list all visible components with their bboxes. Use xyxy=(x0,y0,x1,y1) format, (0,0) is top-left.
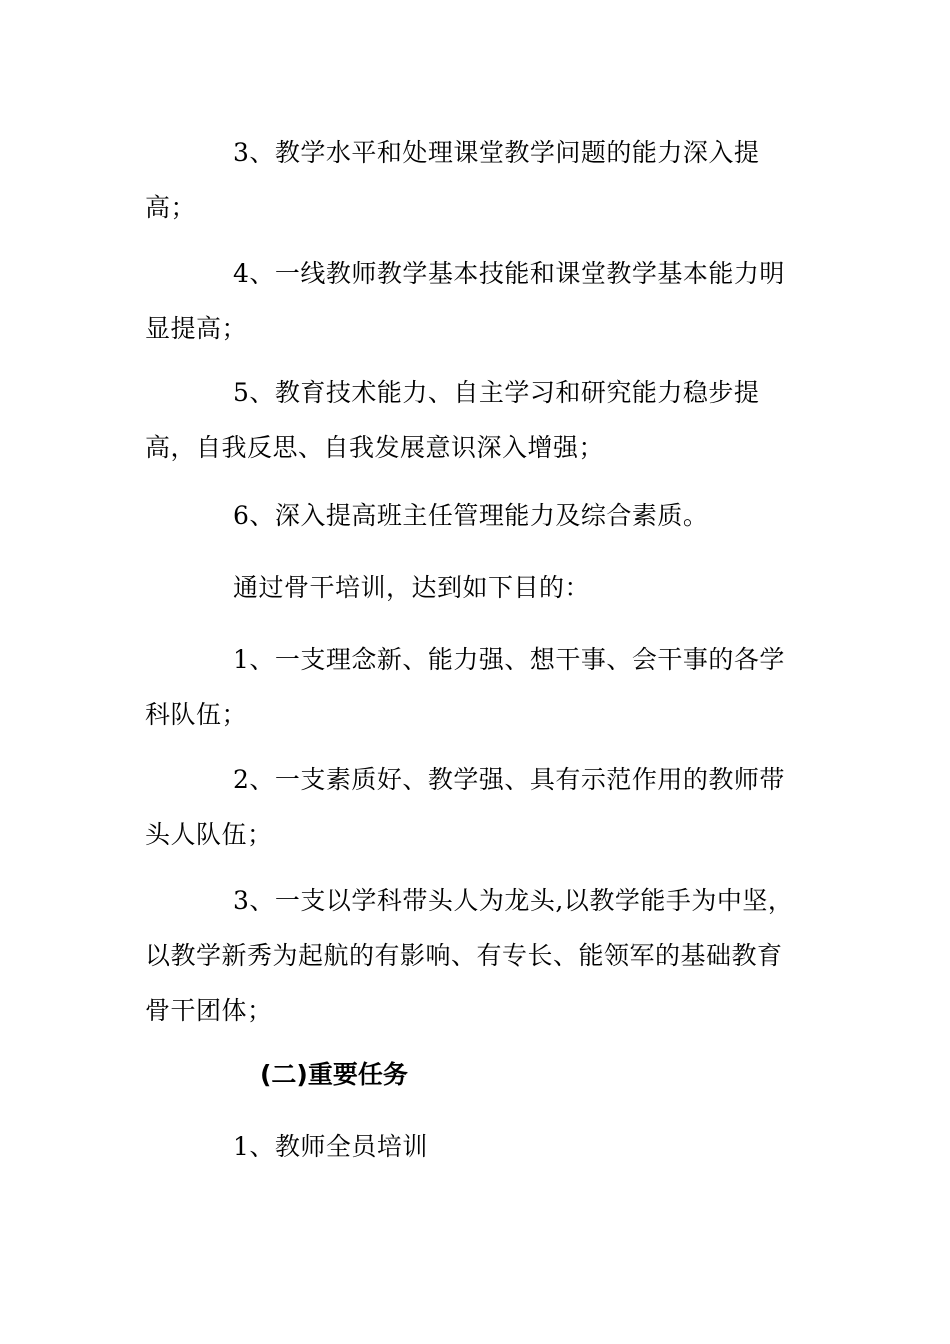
paragraph-1: 3、教学水平和处理课堂教学问题的能力深入提高； xyxy=(145,138,760,222)
paragraph-6: 1、一支理念新、能力强、想干事、会干事的各学科队伍； xyxy=(145,645,785,729)
paragraph-4: 6、深入提高班主任管理能力及综合素质。 xyxy=(233,501,709,530)
paragraph-9: 1、教师全员培训 xyxy=(233,1132,428,1161)
paragraph-3: 5、教育技术能力、自主学习和研究能力稳步提高，自我反思、自我发展意识深入增强； xyxy=(145,378,760,462)
paragraph-7: 2、一支素质好、教学强、具有示范作用的教师带头人队伍； xyxy=(145,765,785,849)
paragraph-5: 通过骨干培训，达到如下目的： xyxy=(233,573,591,602)
paragraph-8: 3、一支以学科带头人为龙头,以教学能手为中坚，以教学新秀为起航的有影响、有专长、能领军的基础教育骨干团体； xyxy=(145,886,794,1025)
paragraph-2: 4、一线教师教学基本技能和课堂教学基本能力明显提高； xyxy=(145,259,785,343)
section-heading: (二)重要任务 xyxy=(260,1060,408,1089)
